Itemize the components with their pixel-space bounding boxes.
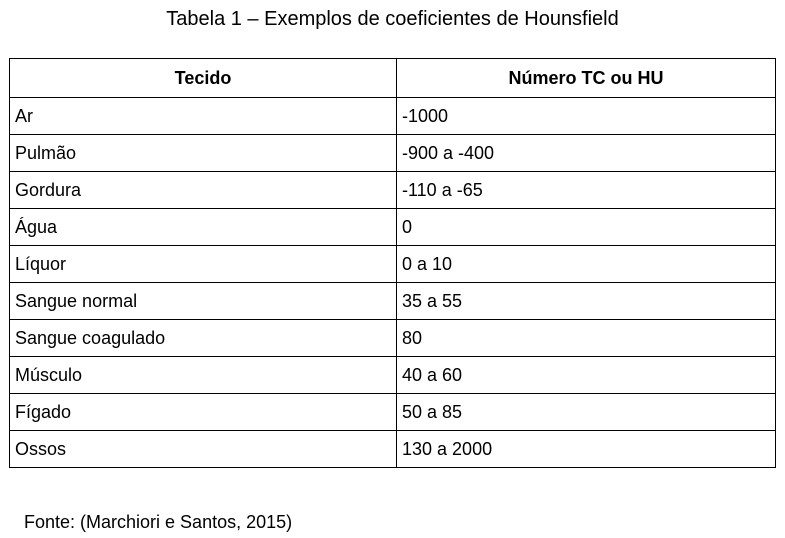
table-row [10,431,776,468]
table-caption: Tabela 1 – Exemplos de coeficientes de Hounsfield [166,8,619,30]
table-row [10,357,776,394]
header-tecido: Tecido [10,59,397,98]
tissue-cell: Fígado [10,394,397,431]
tissue-cell: Pulmão [10,135,397,172]
hounsfield-table [9,58,776,468]
table-row [10,246,776,283]
tissue-cell: Gordura [10,172,397,209]
tissue-cell: Sangue coagulado [10,320,397,357]
tissue-cell: Água [10,209,397,246]
hu-value-cell: -900 a -400 [397,135,776,172]
table-row [10,283,776,320]
source-note: Fonte: (Marchiori e Santos, 2015) [24,512,293,532]
table-row [10,172,776,209]
hu-value-cell: 50 a 85 [397,394,776,431]
header-numero-tc: Número TC ou HU [397,59,776,98]
table-header-row [10,59,776,98]
tissue-cell: Músculo [10,357,397,394]
table-row [10,98,776,135]
table-row [10,209,776,246]
table-row [10,135,776,172]
tissue-cell: Líquor [10,246,397,283]
hu-value-cell: 0 [397,209,776,246]
table-row [10,320,776,357]
hu-value-cell: 40 a 60 [397,357,776,394]
table-row [10,394,776,431]
hu-value-cell: 80 [397,320,776,357]
hu-value-cell: 35 a 55 [397,283,776,320]
hu-value-cell: -110 a -65 [397,172,776,209]
tissue-cell: Sangue normal [10,283,397,320]
tissue-cell: Ar [10,98,397,135]
tissue-cell: Ossos [10,431,397,468]
hu-value-cell: 0 a 10 [397,246,776,283]
hu-value-cell: -1000 [397,98,776,135]
hu-value-cell: 130 a 2000 [397,431,776,468]
